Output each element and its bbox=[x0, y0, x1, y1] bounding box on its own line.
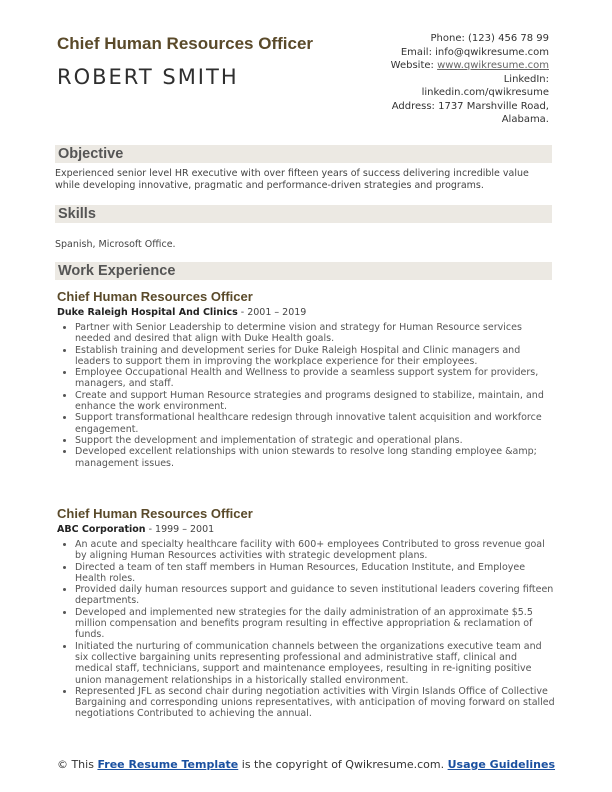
candidate-name: ROBERT SMITH bbox=[57, 65, 239, 89]
address-line-1: Address: 1737 Marshville Road, bbox=[391, 100, 549, 112]
contact-website-row bbox=[391, 59, 549, 73]
list-item: • Support transformational healthcare redesign through innovative talent acquisition and workforce engagement. bbox=[75, 412, 555, 435]
job-bullets-2 bbox=[55, 539, 555, 720]
linkedin-value: linkedin.com/qwikresume bbox=[421, 87, 549, 98]
objective-text: Experienced senior level HR executive with over fifteen years of success delivering incredible value while developing innovative, pragmatic and performance-driven strategies and programs. bbox=[55, 168, 529, 191]
contact-email: Email: info@qwikresume.com bbox=[400, 46, 549, 58]
company-name-1: Duke Raleigh Hospital And Clinics bbox=[57, 307, 238, 318]
list-item: • Employee Occupational Health and Wellness to provide a seamless support system for providers, managers, and staff. bbox=[75, 367, 555, 390]
list-item: • Establish training and development series for Duke Raleigh Hospital and Clinic managers and leaders to support them in improving the workplace experience for their employees. bbox=[75, 345, 555, 368]
job-title: Chief Human Resources Officer bbox=[57, 34, 314, 53]
footer bbox=[0, 758, 612, 771]
list-item: • Developed excellent relationships with union stewards to resolve long standing employee &amp; management issues. bbox=[75, 446, 555, 469]
list-item: • Partner with Senior Leadership to determine vision and strategy for Human Resource services needed and desired that align with Duke Health goals. bbox=[75, 322, 555, 345]
list-item: • Directed a team of ten staff members in Human Resources, Education Institute, and Employee Health roles. bbox=[75, 562, 555, 585]
job-bullets-1 bbox=[55, 322, 555, 469]
objective-heading-bar bbox=[55, 145, 552, 163]
contact-block bbox=[391, 32, 549, 127]
work-heading: Work Experience bbox=[58, 263, 176, 279]
address-line-2: Alabama. bbox=[501, 114, 549, 125]
objective-section bbox=[55, 145, 552, 191]
job-dates-1: - 2001 – 2019 bbox=[237, 307, 307, 318]
website-link[interactable]: www.qwikresume.com bbox=[437, 60, 549, 71]
list-item: • Create and support Human Resource strategies and programs designed to stabilize, maintain, and enhance the work environment. bbox=[75, 390, 555, 413]
skills-heading-bar bbox=[55, 205, 552, 223]
resume-header bbox=[57, 34, 313, 89]
linkedin-label: LinkedIn: bbox=[503, 73, 549, 85]
usage-guidelines-link[interactable]: Usage Guidelines bbox=[447, 758, 556, 771]
company-2 bbox=[57, 524, 555, 535]
list-item: • An acute and specialty healthcare facility with 600+ employees Contributed to gross revenue goal by aligning Human Resources activities with strategic development plans. bbox=[75, 539, 555, 562]
website-label: Website: bbox=[390, 60, 434, 71]
footer-prefix: © This bbox=[56, 758, 98, 771]
skills-section bbox=[55, 205, 552, 251]
skills-heading: Skills bbox=[58, 206, 96, 222]
list-item: • Initiated the nurturing of communication channels between the organizations executive team and six collective bargaining units representing professional and administrative staff, clinical and medical staff, technicians, support and maintenance employees, resulting in re-igniting positive union management relationships in a historically stalled environment. bbox=[75, 641, 555, 686]
objective-heading: Objective bbox=[58, 146, 124, 162]
company-1 bbox=[57, 307, 555, 318]
list-item: • Support the development and implementation of strategic and operational plans. bbox=[75, 435, 555, 446]
work-experience-section bbox=[55, 262, 552, 280]
contact-phone: Phone: (123) 456 78 99 bbox=[430, 33, 549, 44]
job-title-1: Chief Human Resources Officer bbox=[57, 289, 253, 304]
list-item: • Provided daily human resources support and guidance to seven institutional leaders covering fifteen departments. bbox=[75, 584, 555, 607]
company-name-2: ABC Corporation bbox=[57, 524, 146, 535]
list-item: • Developed and implemented new strategies for the daily administration of an approximate $5.5 million compensation and benefits program resulting in effective appropriation & reclamation of funds. bbox=[75, 607, 555, 641]
footer-middle: is the copyright of Qwikresume.com. bbox=[238, 758, 448, 771]
skills-text: Spanish, Microsoft Office. bbox=[55, 239, 176, 250]
list-item: • Represented JFL as second chair during negotiation activities with Virgin Islands Office of Collective Bargaining and corresponding unions representatives, with anticipation of moving forward on stalled negotiations Contributed to achieving the annual. bbox=[75, 686, 555, 720]
job-entry bbox=[55, 289, 555, 469]
free-resume-template-link[interactable]: Free Resume Template bbox=[97, 758, 239, 771]
job-title-2: Chief Human Resources Officer bbox=[57, 506, 253, 521]
job-dates-2: - 1999 – 2001 bbox=[145, 524, 215, 535]
work-heading-bar bbox=[55, 262, 552, 280]
job-entry bbox=[55, 506, 555, 720]
